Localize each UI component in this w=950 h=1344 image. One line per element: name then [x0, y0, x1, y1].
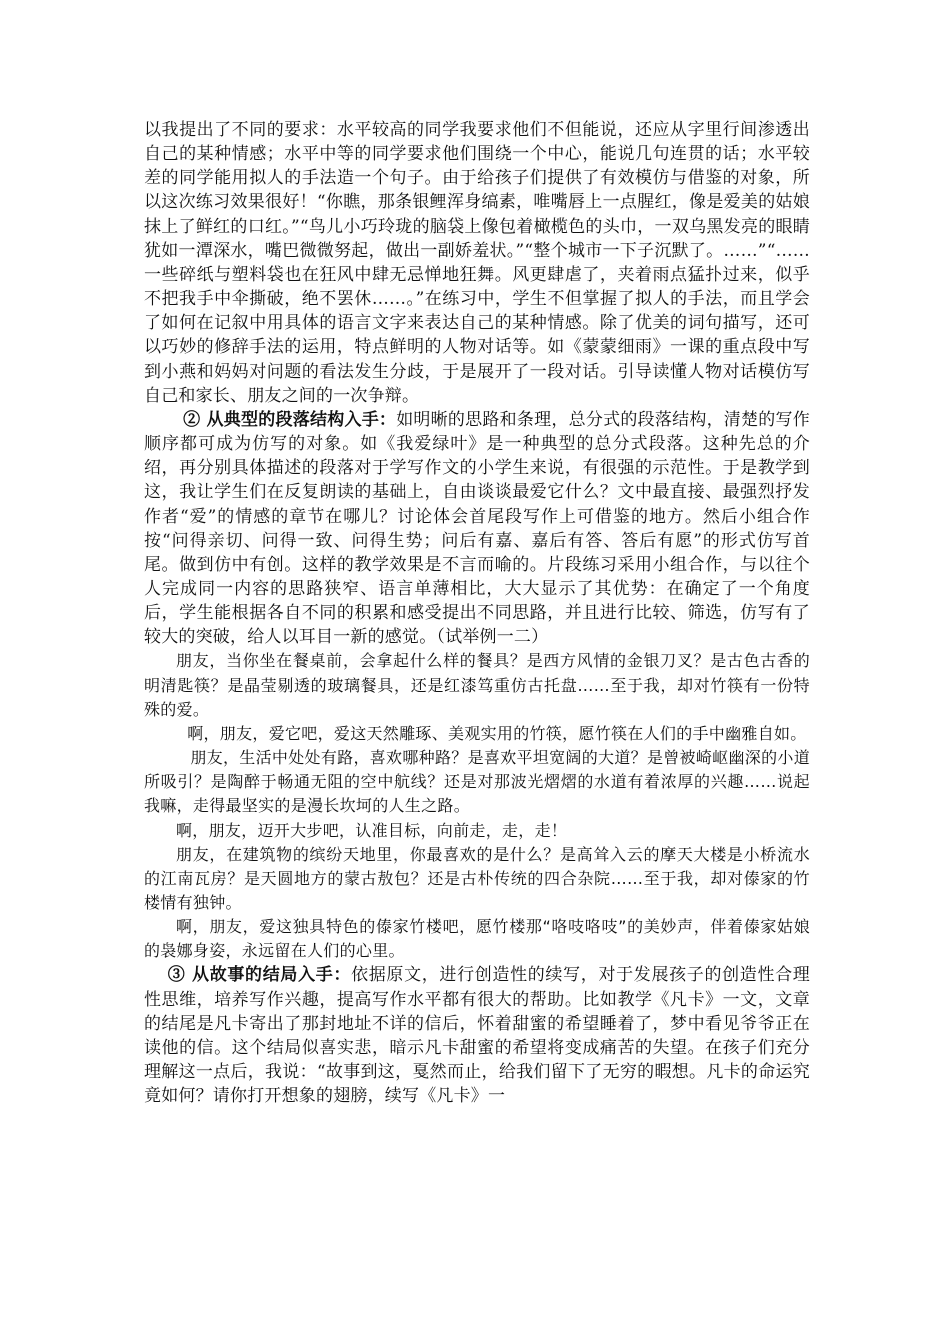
section-heading: ② 从典型的段落结构入手：: [183, 409, 397, 430]
paragraph-text: 朋友，在建筑物的缤纷天地里，你最喜欢的是什么？是高耸入云的摩天大楼是小桥流水的江南瓦房？是天圆地方的蒙古敖包？还是古朴传统的四合杂院……至于我，却对傣家的竹楼情有独钟。: [144, 844, 810, 912]
example-paragraph-building-ending: [144, 915, 810, 963]
paragraph-text: 啊，朋友，爱这独具特色的傣家竹楼吧，愿竹楼那“咯吱咯吱”的美妙声，伴着傣家姑娘的袅娜身姿，永远留在人们的心里。: [144, 917, 810, 961]
paragraph-section-2: [144, 408, 810, 650]
example-paragraph-road-ending: [144, 819, 810, 843]
example-paragraph-building: [144, 843, 810, 915]
example-paragraph-chopsticks-ending: [144, 722, 810, 746]
example-paragraph-road: [144, 746, 810, 818]
paragraph-text: 以我提出了不同的要求：水平较高的同学我要求他们不但能说，还应从字里行间渗透出自己的某种情感；水平中等的同学要求他们围绕一个中心，能说几句连贯的话；水平较差的同学能用拟人的手法造一个句子。由于给孩子们提供了有效模仿与借鉴的对象，所以这次练习效果很好！“你瞧，那条银鲤浑身缟素，唯嘴唇上一点腥红，像是爱美的姑娘抹上了鲜红的口红。”“鸟儿小巧玲珑的脑袋上像包着橄榄色的头巾，一双乌黑发亮的眼睛犹如一潭深水，嘴巴微微努起，做出一副娇羞状。”“整个城市一下子沉默了。……”“……一些碎纸与塑料袋也在狂风中肆无忌惮地狂舞。风更肆虐了，夹着雨点猛扑过来，似乎不把我手中伞撕破，绝不罢休……。”在练习中，学生不但掌握了拟人的手法，而且学会了如何在记叙中用具体的语言文字来表达自己的某种情感。除了优美的词句描写，还可以巧妙的修辞手法的运用，特点鲜明的人物对话等。如《蒙蒙细雨》一课的重点段中写到小燕和妈妈对问题的看法发生分歧，于是展开了一段对话。引导读懂人物对话模仿写自己和家长、朋友之间的一次争辩。: [144, 120, 810, 406]
section-heading: ③ 从故事的结局入手：: [167, 965, 352, 986]
paragraph-section-3: [144, 963, 810, 1108]
paragraph-text: 啊，朋友，迈开大步吧，认准目标，向前走，走，走！: [176, 820, 568, 840]
example-paragraph-chopsticks: [144, 649, 810, 721]
paragraph-text: 朋友，生活中处处有路，喜欢哪种路？是喜欢平坦宽阔的大道？是曾被崎岖幽深的小道所吸引？是陶醉于畅通无阻的空中航线？还是对那波光熠熠的水道有着浓厚的兴趣……说起我嘛，走得最坚实的是漫长坎坷的人生之路。: [144, 748, 810, 816]
paragraph-text: 如明晰的思路和条理，总分式的段落结构，清楚的写作顺序都可成为仿写的对象。如《我爱绿叶》是一种典型的总分式段落。这种先总的介绍，再分别具体描述的段落对于学写作文的小学生来说，有很强的示范性。于是教学到这，我让学生们在反复朗读的基础上，自由谈谈最爱它什么？文中最直接、最强烈抒发作者“爱”的情感的章节在哪儿？讨论体会首尾段写作上可借鉴的地方。然后小组合作按“问得亲切、问得一致、问得生势；问后有嘉、嘉后有答、答后有愿”的形式仿写首尾。做到仿中有创。这样的教学效果是不言而喻的。片段练习采用小组合作，与以往个人完成同一内容的思路狭窄、语言单薄相比，大大显示了其优势：在确定了一个角度后，学生能根据各自不同的积累和感受提出不同思路，并且进行比较、筛选，仿写有了较大的突破，给人以耳目一新的感觉。（试举例一二）: [144, 409, 810, 648]
paragraph-text: 啊，朋友，爱它吧，爱这天然雕琢、美观实用的竹筷，愿竹筷在人们的手中幽雅自如。: [187, 723, 807, 743]
paragraph-intro: [144, 118, 810, 408]
document-page: [144, 118, 810, 1108]
paragraph-text: 朋友，当你坐在餐桌前，会拿起什么样的餐具？是西方风情的金银刀叉？是古色古香的明清匙筷？是晶莹剔透的玻璃餐具，还是红漆笃重仿古托盘……至于我，却对竹筷有一份特殊的爱。: [144, 651, 810, 719]
paragraph-text: 依据原文，进行创造性的续写，对于发展孩子的创造性合理性思维，培养写作兴趣，提高写作水平都有很大的帮助。比如教学《凡卡》一文，文章的结尾是凡卡寄出了那封地址不详的信后，怀着甜蜜的希望睡着了，梦中看见爷爷正在读他的信。这个结局似喜实悲，暗示凡卡甜蜜的希望将变成痛苦的失望。在孩子们充分理解这一点后，我说：“故事到这，戛然而止，给我们留下了无穷的暇想。凡卡的命运究竟如何？请你打开想象的翅膀，续写《凡卡》一: [144, 965, 810, 1107]
